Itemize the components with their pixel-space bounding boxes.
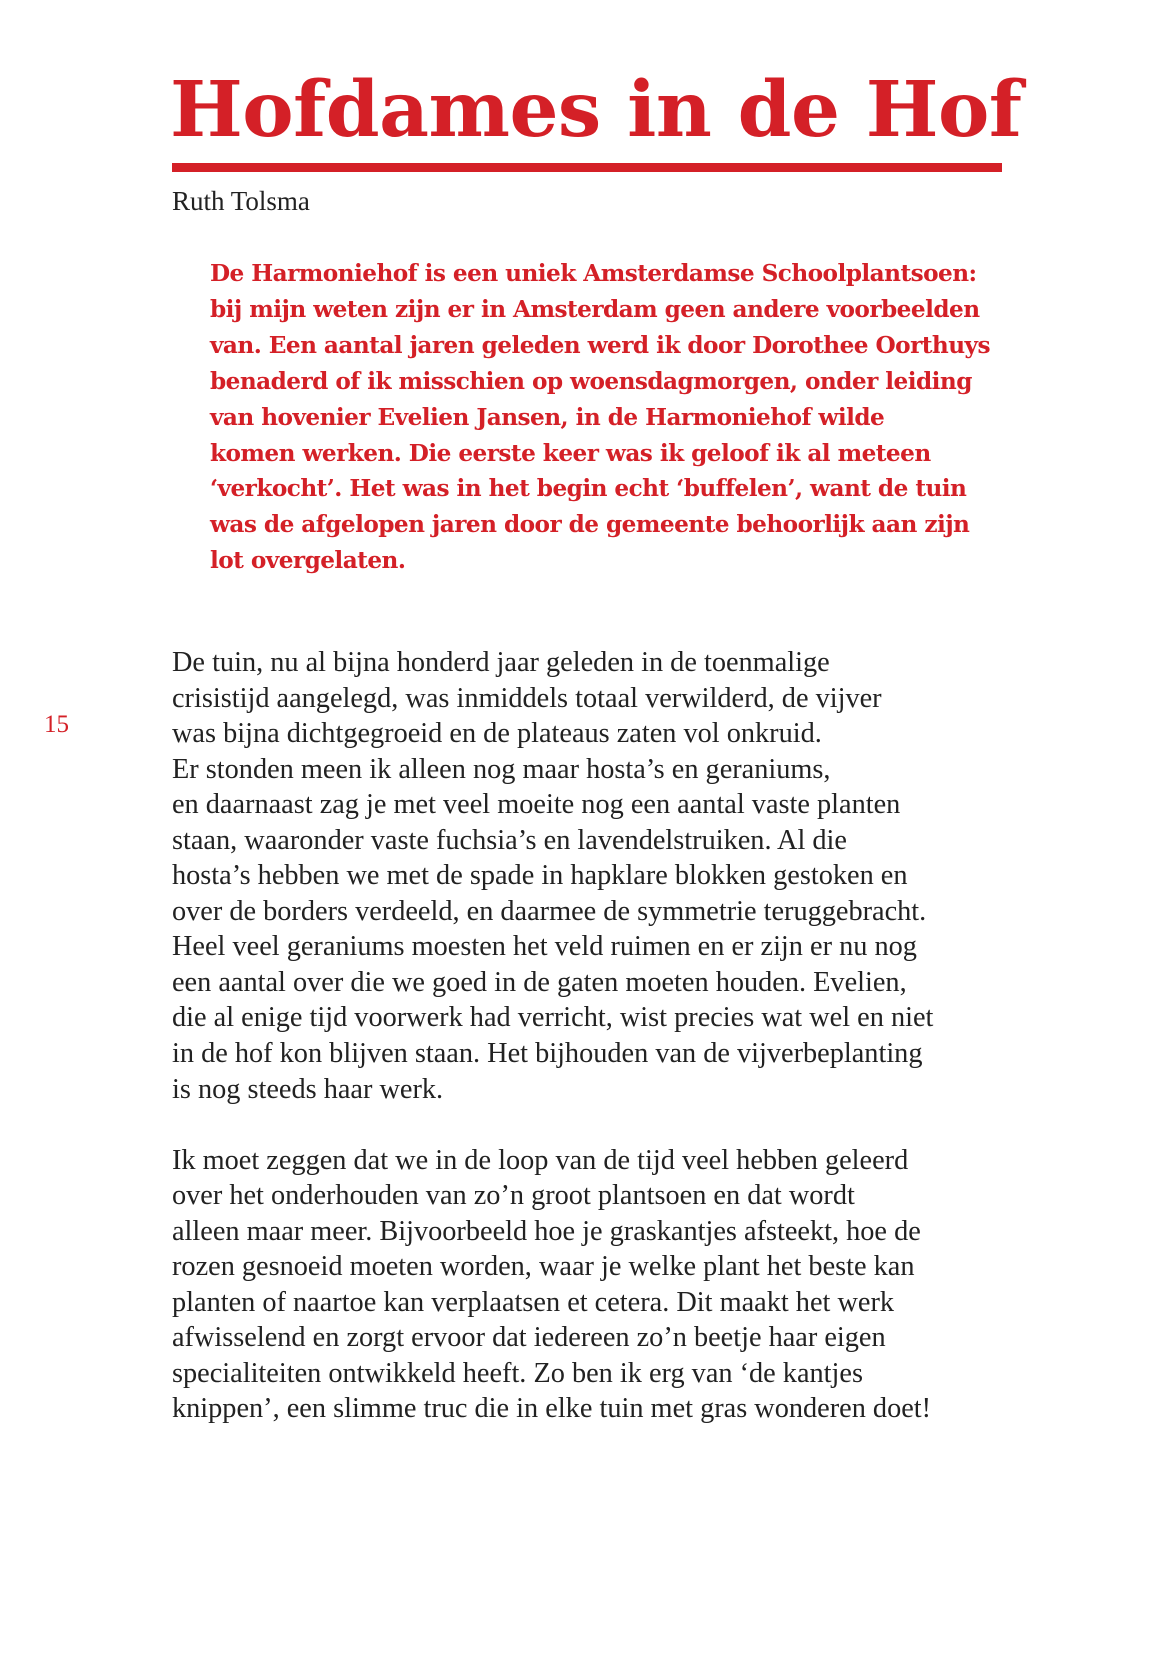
body-line: hosta’s hebben we met de spade in hapklare blokken gestoken en xyxy=(172,860,908,892)
intro-line: lot overgelaten. xyxy=(210,547,406,575)
article-body xyxy=(172,645,1012,1463)
body-line: afwisselend en zorgt ervoor dat iedereen zo’n beetje haar eigen xyxy=(172,1322,886,1354)
body-line: alleen maar meer. Bijvoorbeeld hoe je graskantjes afsteekt, hoe de xyxy=(172,1215,921,1247)
intro-line: ‘verkocht’. Het was in het begin echt ‘buffelen’, want de tuin xyxy=(210,475,967,503)
body-line: die al enige tijd voorwerk had verricht, wist precies wat wel en niet xyxy=(172,1002,934,1034)
body-line: planten of naartoe kan verplaatsen et cetera. Dit maakt het werk xyxy=(172,1286,895,1318)
intro-line: van hovenier Evelien Jansen, in de Harmoniehof wilde xyxy=(210,403,885,431)
body-paragraph-2 xyxy=(172,1143,1012,1427)
body-line: was bijna dichtgegroeid en de plateaus zaten vol onkruid. xyxy=(172,718,822,750)
body-line: De tuin, nu al bijna honderd jaar geleden in de toenmalige xyxy=(172,647,830,678)
page-number: 15 xyxy=(44,711,69,738)
intro-line: benaderd of ik misschien op woensdagmorgen, onder leiding xyxy=(210,367,972,395)
body-line: is nog steeds haar werk. xyxy=(172,1073,444,1105)
body-line: over het onderhouden van zo’n groot plantsoen en dat wordt xyxy=(172,1180,855,1212)
body-line: en daarnaast zag je met veel moeite nog een aantal vaste planten xyxy=(172,789,901,821)
intro-line: De Harmoniehof is een uniek Amsterdamse Schoolplantsoen: xyxy=(210,260,977,287)
body-paragraph-1 xyxy=(172,645,1012,1107)
body-line: staan, waaronder vaste fuchsia’s en lavendelstruiken. Al die xyxy=(172,824,847,856)
body-line: over de borders verdeeld, en daarmee de symmetrie teruggebracht. xyxy=(172,895,927,927)
intro-line: was de afgelopen jaren door de gemeente behoorlijk aan zijn xyxy=(210,511,970,539)
body-line: rozen gesnoeid moeten worden, waar je welke plant het beste kan xyxy=(172,1251,915,1283)
intro-line: bij mijn weten zijn er in Amsterdam geen andere voorbeelden xyxy=(210,295,980,323)
title-underline-rule xyxy=(172,163,1002,172)
body-line: crisistijd aangelegd, was inmiddels totaal verwilderd, de vijver xyxy=(172,682,882,714)
body-line: in de hof kon blijven staan. Het bijhouden van de vijverbeplanting xyxy=(172,1038,923,1070)
body-line: een aantal over die we goed in de gaten moeten houden. Evelien, xyxy=(172,966,907,998)
intro-line: komen werken. Die eerste keer was ik geloof ik al meteen xyxy=(210,439,931,467)
body-line: Er stonden meen ik alleen nog maar hosta’s en geraniums, xyxy=(172,753,831,785)
intro-lead-paragraph xyxy=(210,256,1030,579)
body-line: specialiteiten ontwikkeld heeft. Zo ben ik erg van ‘de kantjes xyxy=(172,1357,863,1389)
body-line: Ik moet zeggen dat we in de loop van de tijd veel hebben geleerd xyxy=(172,1144,909,1176)
page-title: Hofdames in de Hof xyxy=(170,65,1022,155)
body-line: Heel veel geraniums moesten het veld ruimen en er zijn er nu nog xyxy=(172,931,917,963)
author-byline: Ruth Tolsma xyxy=(172,186,310,216)
body-line: knippen’, een slimme truc die in elke tuin met gras wonderen doet! xyxy=(172,1393,932,1425)
intro-line: van. Een aantal jaren geleden werd ik door Dorothee Oorthuys xyxy=(210,331,990,359)
